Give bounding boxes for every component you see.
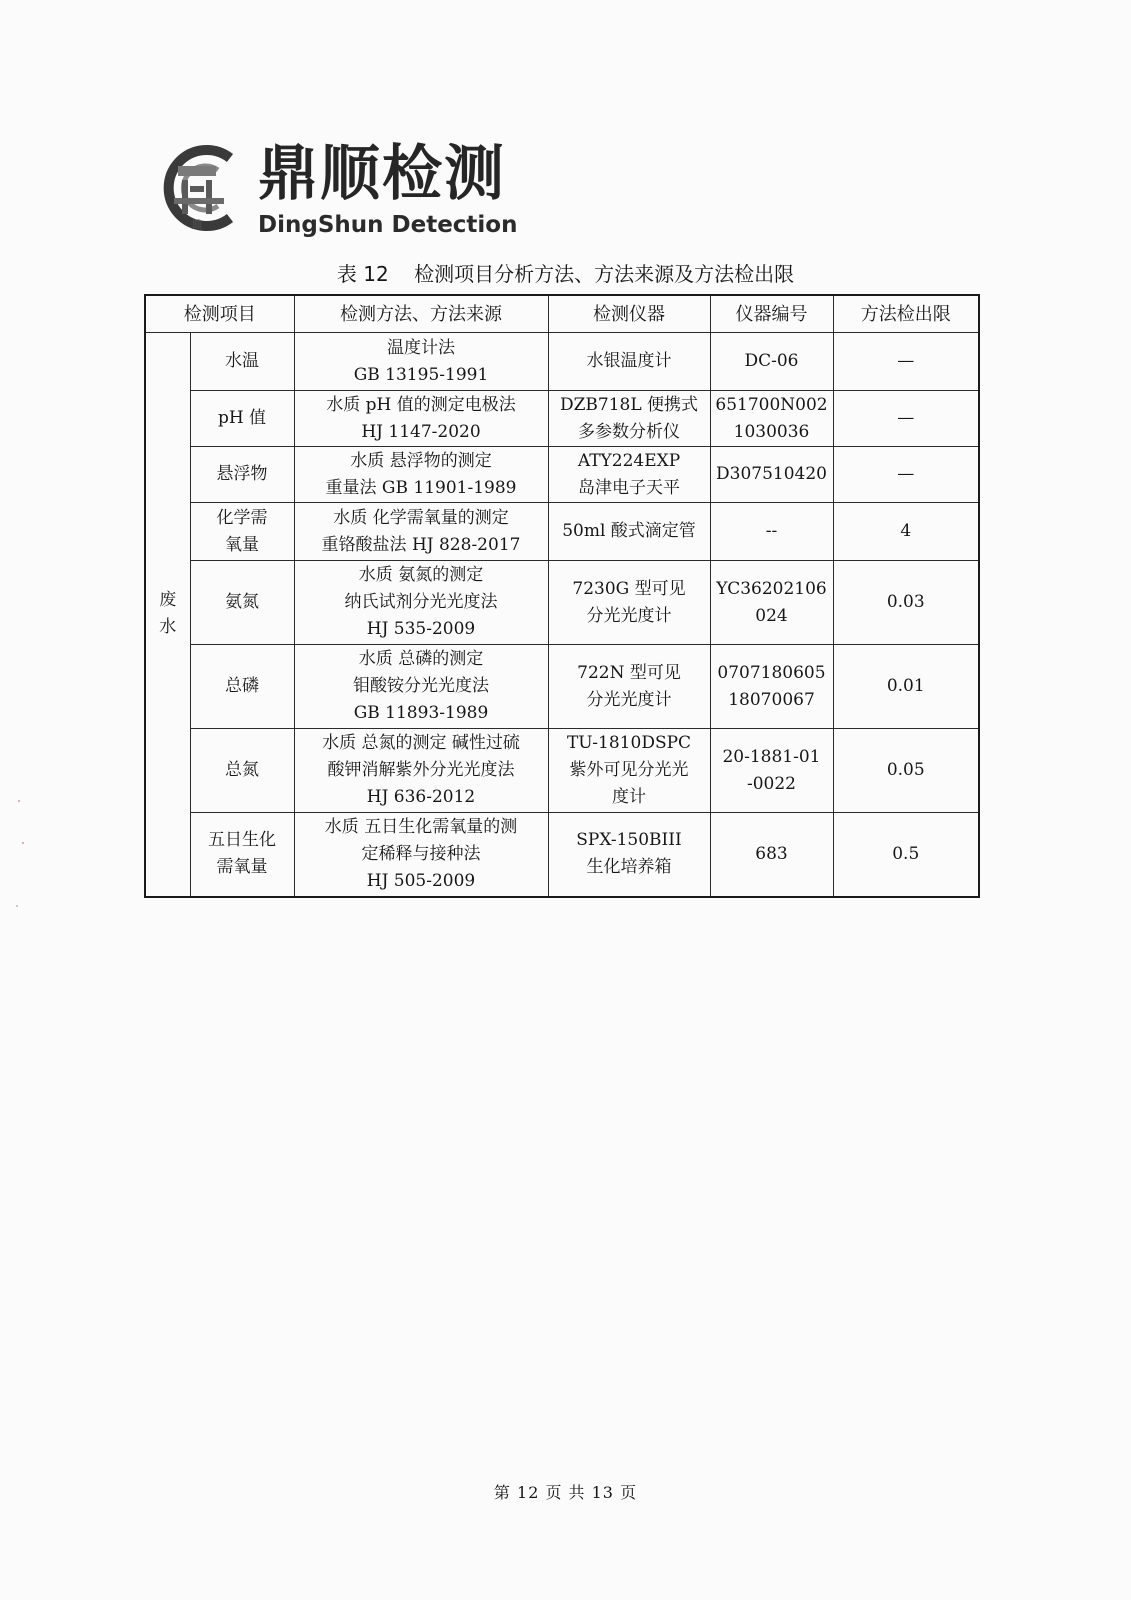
cell-method-line: HJ 1147-2020 [361, 421, 481, 442]
cell-limit: — [833, 391, 979, 447]
cell-method [294, 333, 548, 391]
cell-serial-line: -- [765, 521, 778, 541]
cell-serial-line: 024 [755, 605, 788, 626]
cell-method-line: 水质 氨氮的测定 [358, 565, 484, 585]
company-logo [160, 136, 520, 246]
cell-method-line: 温度计法 [387, 337, 455, 358]
cell-serial-line: 1030036 [733, 421, 810, 442]
cell-method-line: 水质 总磷的测定 [358, 649, 484, 669]
cell-serial-line: D307510420 [716, 464, 827, 484]
cell-serial [710, 391, 833, 447]
logo-english-name: DingShun Detection [258, 212, 518, 238]
cell-method-line: 酸钾消解紫外分光光度法 [327, 760, 515, 780]
cell-method-line: HJ 505-2009 [366, 870, 476, 891]
table-row [145, 391, 979, 447]
cell-item-line: 水温 [225, 351, 259, 371]
cell-serial-line: 0707180605 [717, 662, 826, 683]
cell-method-line: 定稀释与接种法 [361, 843, 481, 864]
cell-limit: 0.03 [833, 561, 979, 645]
cell-serial-line: 20-1881-01 [722, 746, 821, 767]
cell-method-line: GB 13195-1991 [353, 364, 489, 385]
cell-limit: 4 [833, 503, 979, 561]
cell-method [294, 503, 548, 561]
cell-instrument-line: 50ml 酸式滴定管 [562, 521, 696, 541]
cell-item-line: 氨氮 [225, 592, 259, 612]
cell-method-line: 水质 五日生化需氧量的测 [324, 816, 518, 837]
cell-instrument-line: 紫外可见分光光 [569, 760, 689, 780]
cell-limit: 0.01 [833, 645, 979, 729]
cell-item-line: 悬浮物 [216, 464, 268, 484]
cell-limit: — [833, 333, 979, 391]
cell-serial-line: YC36202106 [716, 578, 827, 599]
cell-item-line: 需氧量 [216, 857, 268, 878]
cell-instrument-line: 722N 型可见 [577, 662, 681, 683]
cell-serial [710, 333, 833, 391]
page-footer: 第 12 页 共 13 页 [493, 1483, 638, 1502]
cell-method-line: 水质 化学需氧量的测定 [333, 507, 509, 528]
cell-method-line: 水质 总氮的测定 碱性过硫 [322, 733, 520, 753]
category-wastewater [145, 333, 190, 897]
cell-instrument [548, 729, 710, 813]
cell-method [294, 645, 548, 729]
cell-method-line: HJ 636-2012 [366, 787, 476, 807]
cell-method [294, 561, 548, 645]
cell-method-line: 重量法 GB 11901-1989 [325, 477, 517, 498]
detection-methods-table [144, 294, 980, 898]
cell-serial [710, 813, 833, 897]
cell-serial [710, 447, 833, 503]
table-row [145, 561, 979, 645]
cell-method [294, 729, 548, 813]
cell-item [190, 645, 294, 729]
logo-mark-char: 鼎 [191, 218, 203, 231]
cell-instrument-line: ATY224EXP [577, 450, 681, 471]
table-row [145, 729, 979, 813]
cell-instrument-line: SPX-150BIII [576, 830, 682, 851]
cell-serial-line: 683 [755, 843, 788, 864]
cell-method-line: 水质 pH 值的测定电极法 [326, 394, 516, 415]
cell-limit: 0.5 [833, 813, 979, 897]
header-limit: 方法检出限 [833, 295, 979, 333]
cell-instrument-line: 多参数分析仪 [578, 421, 680, 442]
cell-instrument [548, 391, 710, 447]
cell-instrument-line: TU-1810DSPC [566, 733, 692, 753]
scan-speck [16, 905, 18, 907]
cell-instrument-line: 分光光度计 [586, 689, 672, 710]
header-serial: 仪器编号 [710, 295, 833, 333]
category-char: 水 [159, 617, 177, 638]
cell-serial [710, 729, 833, 813]
cell-method [294, 391, 548, 447]
cell-item-line: pH 值 [217, 408, 267, 428]
table-row [145, 645, 979, 729]
logo-chinese-name: 鼎顺检测 [258, 139, 506, 209]
cell-method-line: 水质 悬浮物的测定 [350, 450, 492, 471]
header-instrument: 检测仪器 [548, 295, 710, 333]
cell-method-line: GB 11893-1989 [353, 703, 489, 723]
table-header-row [145, 295, 979, 333]
cell-item-line: 氧量 [225, 534, 259, 555]
cell-item-line: 总氮 [225, 760, 259, 780]
cell-item [190, 447, 294, 503]
cell-instrument-line: 水银温度计 [586, 351, 672, 371]
cell-item [190, 813, 294, 897]
table-caption: 表 12 检测项目分析方法、方法来源及方法检出限 [336, 262, 795, 286]
cell-serial [710, 561, 833, 645]
cell-method-line: 重铬酸盐法 HJ 828-2017 [321, 534, 521, 555]
cell-instrument-line: 度计 [612, 787, 646, 807]
scan-speck [18, 800, 20, 802]
category-char: 废 [159, 590, 177, 611]
cell-method-line: 纳氏试剂分光光度法 [344, 592, 498, 612]
cell-instrument-line: DZB718L 便携式 [559, 394, 699, 415]
cell-item [190, 503, 294, 561]
cell-limit: 0.05 [833, 729, 979, 813]
cell-instrument [548, 813, 710, 897]
cell-item [190, 561, 294, 645]
cell-serial [710, 503, 833, 561]
header-item: 检测项目 [145, 295, 294, 333]
cell-serial-line: DC-06 [744, 351, 799, 371]
cell-instrument-line: 生化培养箱 [586, 857, 672, 878]
cell-item-line: 总磷 [225, 676, 259, 696]
cell-serial [710, 645, 833, 729]
cell-item [190, 391, 294, 447]
cell-limit: — [833, 447, 979, 503]
cell-instrument-line: 分光光度计 [586, 605, 672, 626]
cell-instrument-line: 岛津电子天平 [578, 477, 680, 498]
cell-serial-line: 18070067 [728, 689, 815, 710]
cell-serial-line: 651700N002 [715, 394, 828, 415]
header-method: 检测方法、方法来源 [294, 295, 548, 333]
dingshun-logo-mark [160, 136, 244, 240]
cell-instrument [548, 447, 710, 503]
table-row [145, 447, 979, 503]
scan-speck [22, 842, 24, 844]
table-row [145, 503, 979, 561]
cell-instrument [548, 333, 710, 391]
cell-method [294, 813, 548, 897]
cell-item-line: 五日生化 [208, 830, 276, 851]
cell-instrument [548, 645, 710, 729]
table-row [145, 813, 979, 897]
table-row [145, 333, 979, 391]
cell-item-line: 化学需 [216, 507, 268, 528]
cell-method [294, 447, 548, 503]
cell-item [190, 729, 294, 813]
cell-instrument [548, 561, 710, 645]
cell-method-line: HJ 535-2009 [366, 619, 476, 639]
cell-item [190, 333, 294, 391]
cell-instrument-line: 7230G 型可见 [572, 578, 686, 599]
cell-method-line: 钼酸铵分光光度法 [353, 676, 489, 696]
cell-instrument [548, 503, 710, 561]
cell-serial-line: -0022 [746, 773, 796, 794]
